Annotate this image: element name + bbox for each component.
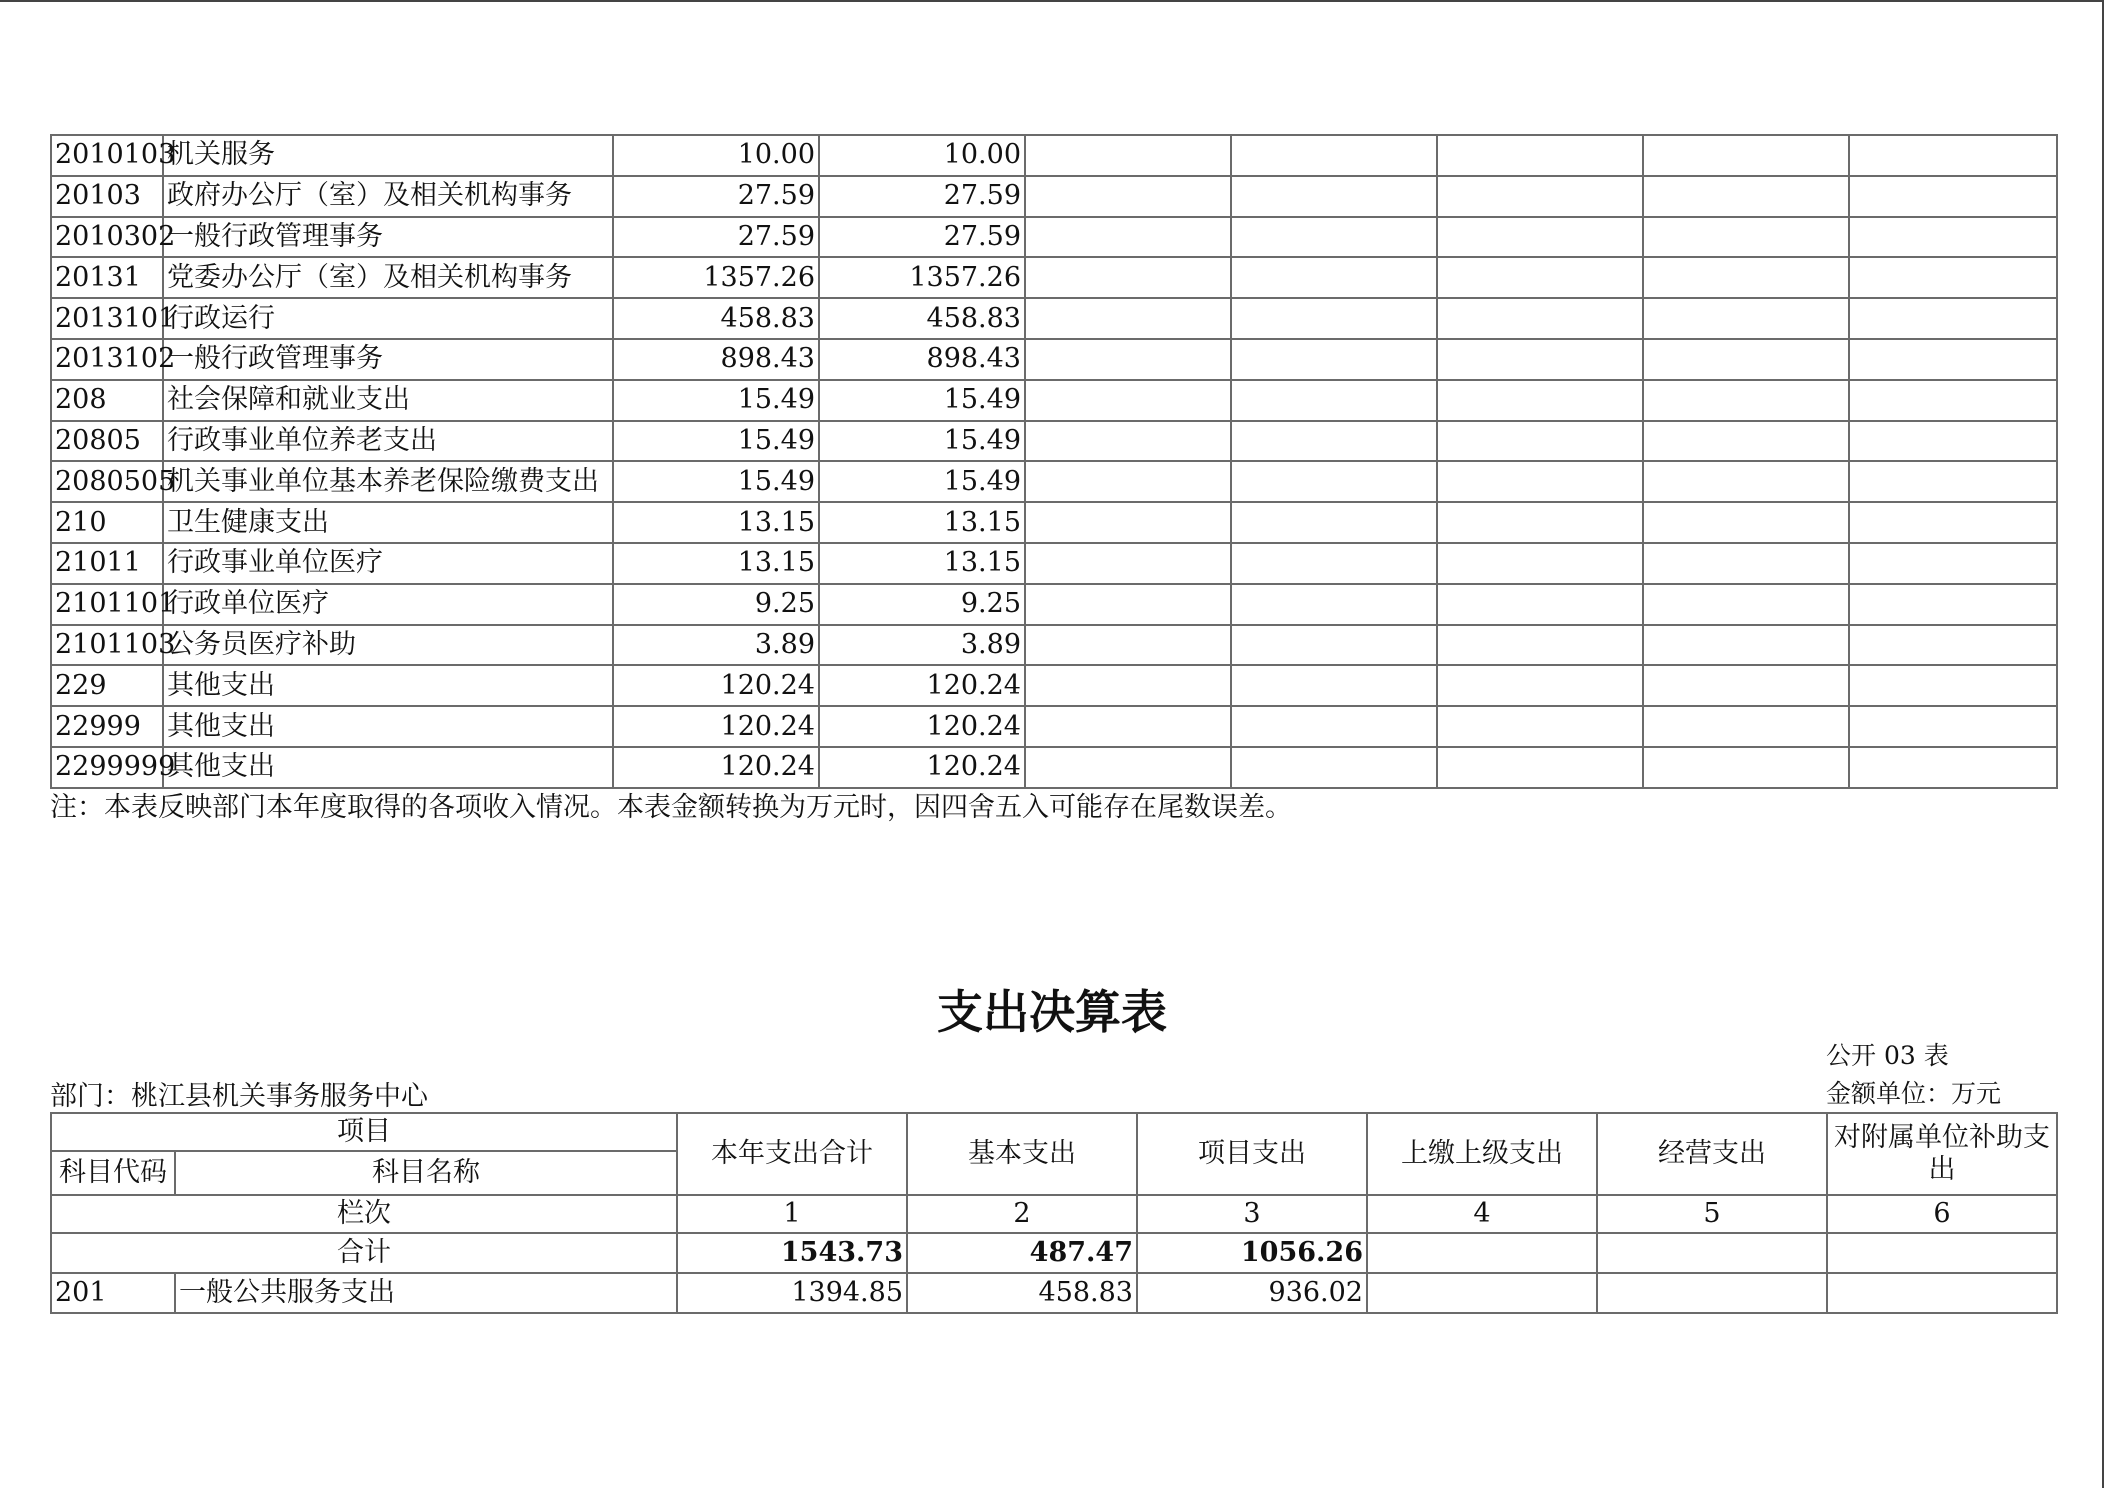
column-number: 4: [1367, 1195, 1597, 1233]
row-empty: [1437, 665, 1643, 706]
row-empty: [1025, 339, 1231, 380]
subsidy-total-value: [1827, 1233, 2057, 1273]
row-name: 政府办公厅（室）及相关机构事务: [163, 176, 613, 217]
column-number: 2: [907, 1195, 1137, 1233]
row-empty: [1849, 461, 2057, 502]
row-value-a: 27.59: [613, 176, 819, 217]
row-code: 21011: [51, 543, 163, 584]
row-empty: [1643, 257, 1849, 298]
header-code: 科目代码: [51, 1151, 175, 1195]
row-empty: [1231, 135, 1437, 176]
table-row: [51, 502, 2057, 543]
row-empty: [1643, 421, 1849, 462]
row-value-a: 9.25: [613, 584, 819, 625]
row-empty: [1643, 543, 1849, 584]
total-row: [51, 1233, 2057, 1273]
row-value-b: 15.49: [819, 461, 1025, 502]
row-empty: [1231, 625, 1437, 666]
row-code: 2010302: [51, 217, 163, 258]
row-empty: [1231, 421, 1437, 462]
row-upper: [1367, 1273, 1597, 1313]
row-name: 其他支出: [163, 706, 613, 747]
row-name: 一般行政管理事务: [163, 339, 613, 380]
row-empty: [1849, 706, 2057, 747]
row-empty: [1025, 421, 1231, 462]
row-empty: [1849, 217, 2057, 258]
row-empty: [1849, 135, 2057, 176]
row-value-b: 27.59: [819, 176, 1025, 217]
row-empty: [1025, 298, 1231, 339]
page-title: 支出决算表: [937, 985, 1167, 1039]
row-code: 210: [51, 502, 163, 543]
row-code: 2299999: [51, 747, 163, 788]
row-empty: [1231, 502, 1437, 543]
row-empty: [1643, 135, 1849, 176]
row-value-b: 13.15: [819, 502, 1025, 543]
table-row: [51, 339, 2057, 380]
table-row: [51, 217, 2057, 258]
row-name: 行政事业单位养老支出: [163, 421, 613, 462]
row-value-b: 1357.26: [819, 257, 1025, 298]
table-row: [51, 665, 2057, 706]
row-empty: [1437, 747, 1643, 788]
row-empty: [1231, 665, 1437, 706]
row-empty: [1849, 176, 2057, 217]
row-empty: [1231, 747, 1437, 788]
table-row: [51, 135, 2057, 176]
row-code: 20131: [51, 257, 163, 298]
row-empty: [1025, 380, 1231, 421]
row-code: 2013101: [51, 298, 163, 339]
row-empty: [1231, 339, 1437, 380]
row-empty: [1849, 380, 2057, 421]
table-row: [51, 298, 2057, 339]
column-number-row: [51, 1195, 2057, 1233]
row-code: 2013102: [51, 339, 163, 380]
row-value-b: 120.24: [819, 665, 1025, 706]
basic-total-value: 487.47: [907, 1233, 1137, 1273]
column-number: 6: [1827, 1195, 2057, 1233]
table-note: 注：本表反映部门本年度取得的各项收入情况。本表金额转换为万元时，因四舍五入可能存在尾数误差。: [50, 792, 1292, 823]
row-empty: [1849, 257, 2057, 298]
row-empty: [1643, 298, 1849, 339]
row-empty: [1025, 461, 1231, 502]
table-row: [51, 706, 2057, 747]
row-value-a: 27.59: [613, 217, 819, 258]
table-row: [51, 543, 2057, 584]
row-empty: [1437, 706, 1643, 747]
row-empty: [1437, 135, 1643, 176]
header-basic: 基本支出: [907, 1113, 1137, 1195]
row-empty: [1643, 461, 1849, 502]
table-row: [51, 421, 2057, 462]
column-number: 5: [1597, 1195, 1827, 1233]
row-empty: [1643, 502, 1849, 543]
row-value-b: 120.24: [819, 747, 1025, 788]
table-row: [51, 461, 2057, 502]
row-basic: 458.83: [907, 1273, 1137, 1313]
row-name: 卫生健康支出: [163, 502, 613, 543]
row-empty: [1025, 747, 1231, 788]
row-value-a: 120.24: [613, 706, 819, 747]
row-name: 行政运行: [163, 298, 613, 339]
row-empty: [1849, 298, 2057, 339]
row-empty: [1231, 176, 1437, 217]
row-value-a: 458.83: [613, 298, 819, 339]
row-value-a: 120.24: [613, 747, 819, 788]
row-empty: [1025, 257, 1231, 298]
header-upper: 上缴上级支出: [1367, 1113, 1597, 1195]
column-number: 3: [1137, 1195, 1367, 1233]
row-empty: [1437, 461, 1643, 502]
table-row: [51, 1273, 2057, 1313]
header-total: 本年支出合计: [677, 1113, 907, 1195]
row-project: 936.02: [1137, 1273, 1367, 1313]
row-empty: [1437, 421, 1643, 462]
row-empty: [1231, 584, 1437, 625]
row-code: 2101103: [51, 625, 163, 666]
row-empty: [1643, 706, 1849, 747]
total-label: 合计: [51, 1233, 677, 1273]
row-empty: [1025, 706, 1231, 747]
row-code: 20103: [51, 176, 163, 217]
row-value-a: 120.24: [613, 665, 819, 706]
row-empty: [1643, 747, 1849, 788]
row-empty: [1643, 380, 1849, 421]
business-total-value: [1597, 1233, 1827, 1273]
row-empty: [1025, 217, 1231, 258]
row-code: 229: [51, 665, 163, 706]
row-empty: [1437, 543, 1643, 584]
header-project: 项目支出: [1137, 1113, 1367, 1195]
row-value-b: 10.00: [819, 135, 1025, 176]
row-value-a: 13.15: [613, 502, 819, 543]
row-empty: [1643, 665, 1849, 706]
table-row: [51, 257, 2057, 298]
income-detail-table: [50, 134, 2058, 789]
row-empty: [1849, 747, 2057, 788]
row-name: 行政单位医疗: [163, 584, 613, 625]
row-name: 机关服务: [163, 135, 613, 176]
row-code: 2101101: [51, 584, 163, 625]
row-value-b: 13.15: [819, 543, 1025, 584]
expense-table: [50, 1112, 2058, 1314]
row-value-a: 15.49: [613, 421, 819, 462]
row-name: 一般公共服务支出: [175, 1273, 677, 1313]
row-value-b: 458.83: [819, 298, 1025, 339]
row-code: 201: [51, 1273, 175, 1313]
upper-total-value: [1367, 1233, 1597, 1273]
row-empty: [1643, 217, 1849, 258]
table-row: [51, 380, 2057, 421]
row-empty: [1643, 339, 1849, 380]
row-code: 208: [51, 380, 163, 421]
row-value-b: 27.59: [819, 217, 1025, 258]
table-row: [51, 625, 2057, 666]
row-empty: [1231, 257, 1437, 298]
row-empty: [1437, 584, 1643, 625]
row-empty: [1437, 339, 1643, 380]
department-label: 部门：桃江县机关事务服务中心: [50, 1081, 428, 1112]
table-row: [51, 584, 2057, 625]
row-value-b: 15.49: [819, 421, 1025, 462]
row-name: 其他支出: [163, 665, 613, 706]
row-name: 行政事业单位医疗: [163, 543, 613, 584]
row-code: 20805: [51, 421, 163, 462]
row-value-b: 120.24: [819, 706, 1025, 747]
row-empty: [1437, 380, 1643, 421]
row-empty: [1643, 176, 1849, 217]
row-empty: [1643, 625, 1849, 666]
project-total-value: 1056.26: [1137, 1233, 1367, 1273]
row-value-a: 898.43: [613, 339, 819, 380]
row-value-b: 9.25: [819, 584, 1025, 625]
row-empty: [1437, 502, 1643, 543]
row-value-a: 10.00: [613, 135, 819, 176]
table-number: 公开 03 表: [1826, 1041, 1949, 1070]
row-empty: [1849, 543, 2057, 584]
row-empty: [1849, 665, 2057, 706]
header-name: 科目名称: [175, 1151, 677, 1195]
header-item: 项目: [51, 1113, 677, 1151]
table-row: [51, 747, 2057, 788]
row-empty: [1025, 543, 1231, 584]
row-name: 党委办公厅（室）及相关机构事务: [163, 257, 613, 298]
row-code: 22999: [51, 706, 163, 747]
column-number: 1: [677, 1195, 907, 1233]
row-empty: [1025, 502, 1231, 543]
row-name: 社会保障和就业支出: [163, 380, 613, 421]
row-empty: [1231, 298, 1437, 339]
row-empty: [1231, 706, 1437, 747]
header-business: 经营支出: [1597, 1113, 1827, 1195]
row-name: 其他支出: [163, 747, 613, 788]
row-value-b: 898.43: [819, 339, 1025, 380]
row-value-b: 15.49: [819, 380, 1025, 421]
row-empty: [1849, 339, 2057, 380]
row-business: [1597, 1273, 1827, 1313]
row-total: 1394.85: [677, 1273, 907, 1313]
header-subsidy: 对附属单位补助支出: [1827, 1113, 2057, 1195]
table-row: [51, 176, 2057, 217]
row-empty: [1231, 380, 1437, 421]
row-empty: [1437, 257, 1643, 298]
row-empty: [1437, 625, 1643, 666]
row-empty: [1437, 176, 1643, 217]
row-empty: [1231, 543, 1437, 584]
amount-unit-label: 金额单位：万元: [1826, 1079, 2002, 1108]
row-value-a: 1357.26: [613, 257, 819, 298]
row-empty: [1025, 135, 1231, 176]
row-empty: [1643, 584, 1849, 625]
row-value-b: 3.89: [819, 625, 1025, 666]
row-empty: [1849, 502, 2057, 543]
row-value-a: 13.15: [613, 543, 819, 584]
row-name: 公务员医疗补助: [163, 625, 613, 666]
row-value-a: 15.49: [613, 380, 819, 421]
row-value-a: 3.89: [613, 625, 819, 666]
row-empty: [1025, 176, 1231, 217]
row-code: 2080505: [51, 461, 163, 502]
row-empty: [1025, 625, 1231, 666]
row-empty: [1231, 461, 1437, 502]
total-value: 1543.73: [677, 1233, 907, 1273]
row-empty: [1437, 298, 1643, 339]
row-empty: [1231, 217, 1437, 258]
row-name: 机关事业单位基本养老保险缴费支出: [163, 461, 613, 502]
column-number-label: 栏次: [51, 1195, 677, 1233]
row-empty: [1849, 584, 2057, 625]
row-name: 一般行政管理事务: [163, 217, 613, 258]
row-empty: [1437, 217, 1643, 258]
row-subsidy: [1827, 1273, 2057, 1313]
row-empty: [1025, 665, 1231, 706]
row-code: 2010103: [51, 135, 163, 176]
row-empty: [1025, 584, 1231, 625]
row-value-a: 15.49: [613, 461, 819, 502]
row-empty: [1849, 421, 2057, 462]
row-empty: [1849, 625, 2057, 666]
